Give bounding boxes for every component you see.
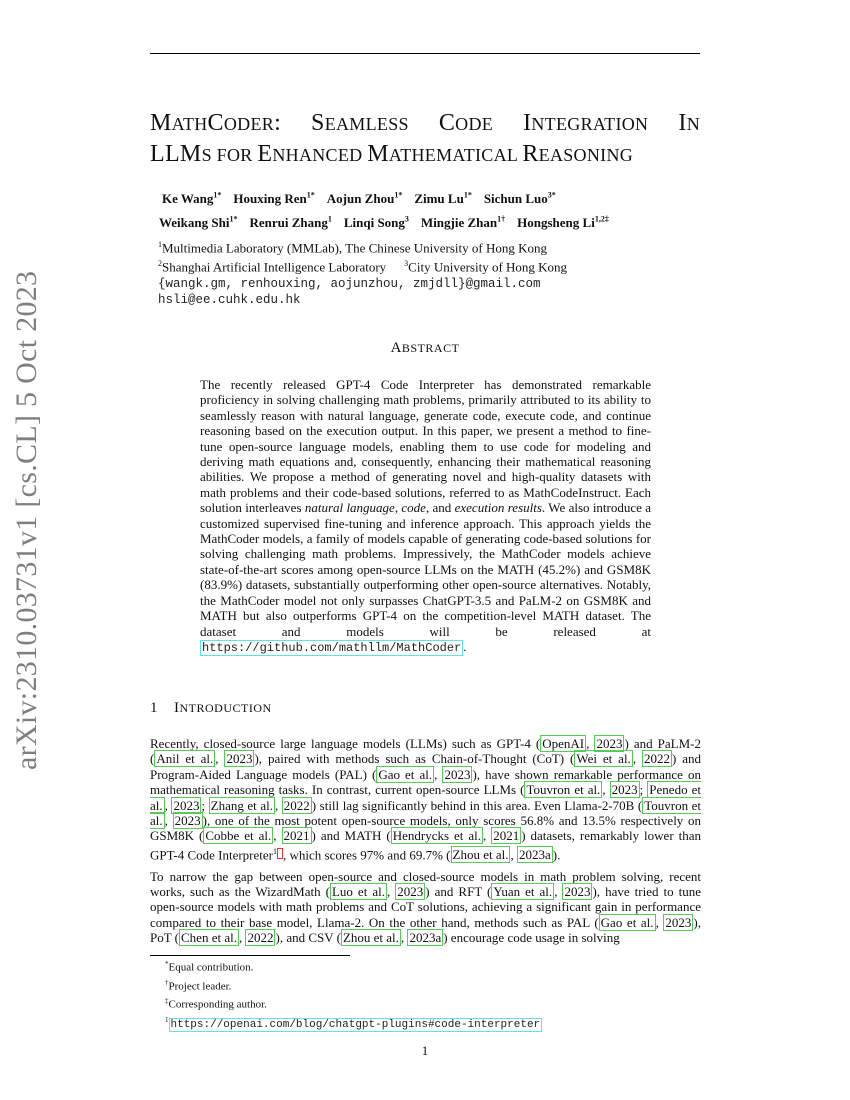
citation-link[interactable]: 2023	[611, 782, 638, 798]
intro-paragraph-2: To narrow the gap between open-source and closed-source models in math problem solving, recent works, such as the WizardMath ( Luo et al. , 2023 ) and RFT ( Yuan et al. , 2023 ), have tried to tune open-source models with math problems and CoT solutions, achieving a significant gain in performance compared to their base model, Llama-2. On the other hand, methods such as PAL ( Gao et al. , 2023 ), PoT ( Chen et al. , 2022 ), and CSV ( Zhou et al. , 2023a ) encourage code usage in solving	[150, 868, 702, 946]
citation-link[interactable]: 2023	[174, 813, 201, 829]
author-name: Sichun Luo$^{3*}$	[483, 191, 556, 207]
author-name: Aojun Zhou$^{1*}$	[326, 191, 403, 207]
title-line-1	[150, 108, 700, 139]
citation-link[interactable]: Zhou et al.	[452, 847, 509, 863]
abstract-body: The recently released GPT-4 Code Interpreter has demonstrated remarkable proficiency in solving challenging math problems, primarily attributed to its ability to seamlessly reason with natural language, generate code, execute code, and continue reasoning based on the execution output. In this paper, we present a method to fine-tune open-source language models, enabling them to use code for modeling and deriving math equations and, consequently, enhancing their mathematical reasoning abilities. We propose a method of generating novel and high-quality datasets with math problems and their code-based solutions, referred to as MathCodeInstruct. Each solution interleaves natural language, code, and execution results. We also introduce a customized supervised fine-tuning and inference approach. This approach yields the MathCoder models, a family of models capable of generating code-based solutions for solving challenging math problems. Impressively, the MathCoder models achieve state-of-the-art scores among open-source LLMs on the MATH (45.2%) and GSM8K (83.9%) datasets, substantially outperforming other open-source alternatives. Notably, the MathCoder model not only surpasses ChatGPT-3.5 and PaLM-2 on GSM8K and MATH but also outperforms GPT-4 on the competition-level MATH dataset. The dataset and models will be released at https://github.com/mathllm/MathCoder .	[200, 377, 652, 655]
paper-title	[150, 108, 702, 170]
title-word: CODE	[438, 110, 494, 136]
title-word: IN	[678, 110, 700, 136]
affiliation-1: $^1$Multimedia Laboratory (MMLab), The Chinese University of Hong Kong	[158, 240, 547, 256]
citation-link[interactable]: Touvron et al.	[526, 782, 601, 798]
citation-link[interactable]: 2023	[444, 766, 471, 782]
title-word: MATHCODER:	[150, 110, 282, 136]
citation-link[interactable]: Gao et al.	[600, 914, 654, 930]
citation-link[interactable]: 2021	[493, 828, 520, 844]
citation-link[interactable]: Zhang et al.	[210, 797, 273, 813]
footnote: $^1$ https://openai.com/blog/chatgpt-plugins#code-interpreter	[165, 1015, 541, 1031]
affiliation-2-3: $^2$Shanghai Artificial Intelligence Laboratory $^3$City University of Hong Kong	[158, 259, 568, 275]
citation-link[interactable]: Touvron et al.	[150, 797, 702, 829]
citation-link[interactable]: 2023a	[518, 847, 551, 863]
citation-link[interactable]: 2023	[226, 751, 253, 767]
citation-link[interactable]: 2022	[247, 930, 274, 946]
footnote-ref-box[interactable]	[277, 848, 283, 859]
citation-link[interactable]: Penedo et al.	[150, 782, 701, 813]
citation-link[interactable]: OpenAI	[542, 736, 585, 751]
citation-link[interactable]: 2021	[283, 828, 310, 844]
title-word: SEAMLESS	[311, 110, 409, 136]
footnotes	[165, 957, 705, 1033]
author-name: Renrui Zhang$^1$	[249, 214, 332, 230]
title-line-2: LLMS FOR ENHANCED MATHEMATICAL REASONING	[150, 141, 634, 167]
author-name: Hongsheng $Li^{1,2\ddagger}$	[517, 214, 609, 230]
footnote: ‡Corresponding author.	[165, 997, 267, 1011]
arxiv-stamp: arXiv:2310.03731v1 [cs.CL] 5 Oct 2023	[10, 270, 43, 770]
citation-link[interactable]: Cobbe et al.	[205, 828, 272, 844]
section-heading-introduction: 1 INTRODUCTION	[150, 700, 272, 716]
citation-link[interactable]: 2023	[564, 883, 591, 899]
header-rule	[150, 53, 700, 54]
github-link[interactable]: https://github.com/mathllm/MathCoder	[202, 640, 462, 655]
footnote-url-link[interactable]: https://openai.com/blog/chatgpt-plugins#code-interpreter	[170, 1018, 541, 1031]
citation-link[interactable]: 2023a	[409, 930, 442, 946]
citation-link[interactable]: Chen et al.	[181, 930, 237, 946]
intro-paragraph-1: Recently, closed-source large language models (LLMs) such as GPT-4 ( OpenAI , 2023 ) and PaLM-2 ( Anil et al. , 2023 ), paired with methods such as Chain-of-Thought (CoT) ( Wei et al. , 2022 ) and Program-Aided Language models (PAL) ( Gao et al. , 2023 ), have shown remarkable performance on mathematical reasoning tasks. In contrast, current open-source LLMs ( Touvron et al. , 2023 ; Penedo et al. , 2023 ; Zhang et al. , 2022 ) still lag significantly behind in this area. Even Llama-2-70B ( Touvron et al. , 2023 ), one of the most potent open-source models, only scores 56.8% and 13.5% respectively on GSM8K ( Cobbe et al. , 2021 ) and MATH ( Hendrycks et al. , 2021 ) datasets, remarkably lower than GPT-4 Code Interpreter$^1$ , which scores 97% and 69.7% ( Zhou et al. , 2023a ).	[150, 736, 702, 863]
citation-link[interactable]: Zhou et al.	[342, 930, 399, 946]
footnote-rule	[150, 955, 350, 956]
page-number: 1	[421, 1043, 429, 1058]
citation-link[interactable]: Wei et al.	[576, 751, 631, 767]
citation-link[interactable]: 2022	[283, 797, 310, 813]
citation-link[interactable]: Anil et al.	[156, 751, 214, 767]
email-list: {wangk.gm, renhouxing, aojunzhou, zmjdll}@gmail.com	[158, 276, 541, 291]
author-row-2	[150, 209, 710, 232]
author-name: Weikang Shi$^{1*}$	[159, 214, 238, 230]
affiliations	[158, 237, 698, 308]
citation-link[interactable]: Luo et al.	[331, 883, 385, 899]
abstract-heading: ABSTRACT	[390, 340, 460, 356]
citation-link[interactable]: Hendrycks et al.	[392, 828, 481, 844]
citation-link[interactable]: 2023	[596, 736, 623, 751]
author-list	[150, 186, 710, 233]
author-name: Ke Wang$^{1*}$	[162, 191, 222, 207]
citation-link[interactable]: Gao et al.	[378, 766, 433, 782]
author-name: Zimu $Lu^{1*}$	[414, 191, 472, 207]
footnote-ref[interactable]: 1	[273, 846, 277, 856]
citation-link[interactable]: 2023	[397, 883, 424, 899]
email-corresponding: hsli@ee.cuhk.edu.hk	[158, 292, 301, 307]
footnote: *Equal contribution.	[165, 960, 254, 974]
citation-link[interactable]: 2023	[665, 914, 692, 930]
title-word: INTEGRATION	[523, 110, 649, 136]
citation-link[interactable]: 2023	[173, 797, 200, 813]
citation-link[interactable]: 2022	[643, 751, 670, 767]
author-name: Houxing Ren$^{1*}$	[233, 191, 315, 207]
citation-link[interactable]: Yuan et al.	[493, 883, 553, 899]
introduction-body	[150, 736, 701, 952]
author-row-1	[150, 186, 710, 209]
author-name: Mingjie Zhan$^{1\dagger}$	[420, 214, 506, 230]
author-name: Linqi Song$^3$	[343, 214, 409, 230]
footnote: †Project leader.	[165, 978, 232, 993]
